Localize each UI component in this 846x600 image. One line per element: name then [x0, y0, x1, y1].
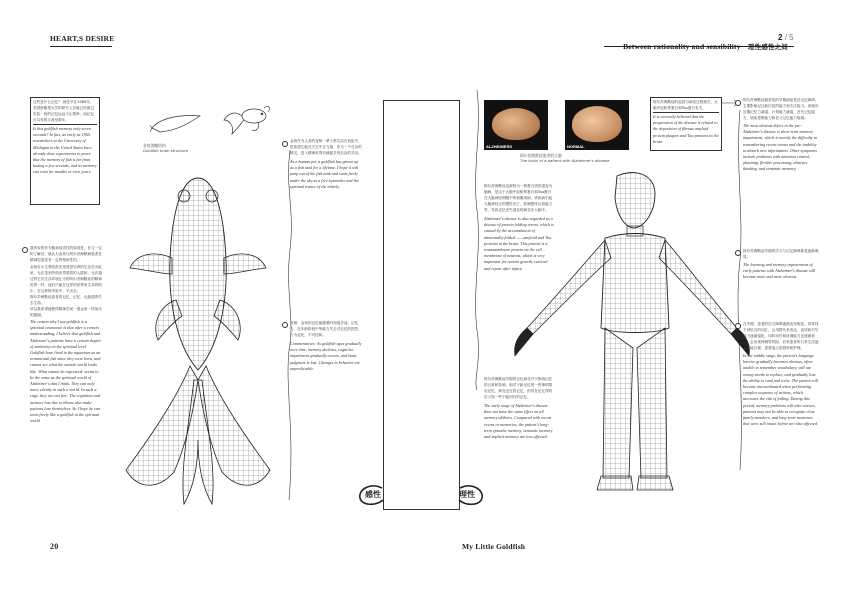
header-title-en: Between rationality and sensibility	[623, 42, 741, 51]
col1-p3-zh: 金鱼在水生观赏鱼类里面是培养的生活在水缸里，无法见到外面世界看着的人群和，无法通过的它们生存环境让为的阿尔茨海默症的精神世界一样，他们只能在这样的世界里生存的阿尔，在这种阿甲里中，不出去。	[30, 265, 102, 293]
footer-page-number: 20	[50, 542, 59, 551]
col4-p3-en: In the middle stage, the patient's language barrier gradually becomes obvious, often unable to remember vocabulary, will use wrong words to replace, and gradually lose the ability to read and write. The patient will become uncoordinated when performing complex sequence of actions, which increases the risk of falling. During this period, memory problems will also worsen, patients may not be able to recognize close family members, and long-term memories that were still intact before are also affected.	[743, 353, 819, 427]
col4-p1-en: The most obvious defect in the pre-Alzheimer's disease is short-term memory impairment, which is mainly the difficulty in remembering recent events and the inability to absorb new information. Other symptoms include problems with attention control, planning, flexible processing, abstract thinking, and semantic memory.	[743, 123, 818, 172]
leaf-fish-sketch	[150, 112, 202, 136]
col2-block2	[290, 320, 362, 372]
page-total: 5	[789, 33, 794, 42]
page-indicator	[778, 33, 794, 42]
wavy-connector-line	[283, 150, 297, 500]
cause-box-zh: 阿尔茨海默症的起因与病变过程相关，大脑中淀粉样蛋白和Tau蛋白有关。	[653, 99, 719, 113]
fish-label-zh: 金鱼的鳃结构	[143, 143, 166, 148]
fish-label-en: Goldfish brain structure	[143, 148, 189, 153]
col1-body	[30, 245, 102, 424]
col3-p1-en: Alzheimer's disease is also regarded as a disease of protein folding errors, which is caused by the accumulation of abnormally folded ——amyloid and Tau proteins in the brain. This protein is a transmembrane protein on the cell membrane of neurons, which is very important for neuron growth, survival and repair after injury.	[484, 216, 554, 271]
intro-box-zh: 这些是什么记忆？ 就在早在1965年，美国密歇根大学的研究人员就已经做过实验：鱼的记忆远远不止数秒，而记忆可以有数月甚至数年。	[33, 99, 97, 125]
intro-box-en: Is this goldfish memory only seven seconds? In fact, as early as 1965, researchers at the University of Michigan in the United States have already done experiments to prove that the memory of fish is far from lasting a few seconds, and its memory can exist for months or even years.	[33, 126, 97, 175]
brain-caption-zh: 阿尔茨海默症患者的大脑	[520, 153, 562, 158]
magazine-section-title: HEART,S DESIRE	[50, 34, 115, 43]
header-right	[623, 34, 788, 53]
col4-p2-zh: 阿尔茨海默症早期的学习与记忆障碍都是逐渐明显。	[743, 249, 819, 259]
col3-p2-zh: 阿尔茨海默症早期的记忆病变并不影响记忆的日常和影响，相对于新记忆的一些事情情况记忆，病变也在将记忆，但仍在记忆得的语义如一些不能回归的记忆。	[484, 377, 553, 399]
center-gutter-panel	[383, 100, 460, 510]
bullet-dot	[22, 247, 28, 253]
footer-magazine-name: My Little Goldfish	[462, 542, 526, 551]
header-rule-left	[50, 46, 112, 47]
col3-p2-en: The early stage of Alzheimer's disease does not have the same effect on all memory abilities. Compared with recent events or memories, the patient's long-term episodic memory, semantic memory and implicit memory are less affected.	[484, 403, 553, 440]
col4-block2	[743, 248, 819, 281]
cause-box-en: It is currently believed that the progression of the disease is related to the deposition of fibrous amyloid protein plaques and Tau proteins in the brain.	[653, 114, 719, 144]
col1-en-body: The reason why I say goldfish is a spiritual resonance is that after a certain understanding, I believe that goldfish and Alzheimer's patients have a certain degree of similarity on the spiritual level. Goldfish have lived in the aquarium as an ornamental fish since they were born, and cannot see what the outside world looks like. What cannot be expressed: seems to be the same as the spiritual world of Alzheimer's that I think. They can only move silently in such a world. In such a cage, they are not free. The cognition and memory lost due to illness also make patients lose themselves. So I hope he can seem freely like a goldfish in the spiritual world	[30, 319, 102, 424]
wavy-connector-line	[470, 90, 484, 390]
bullet-dot	[735, 323, 741, 329]
col2-p2-zh: 对照：金鱼的记忆能随着时间退步而，记忆力，在年龄阶段中等能力失去对记忆的把控，行为变化，不可控和。	[290, 321, 362, 337]
bullet-dot	[735, 100, 741, 106]
header-title-zh: 理性感性之间	[747, 43, 788, 51]
brain-label-normal: NORMAL	[567, 144, 585, 149]
col4-block3	[743, 321, 819, 427]
brain-caption	[520, 153, 620, 163]
brain-shape	[572, 106, 622, 142]
col3-p1-zh: 阿尔茨海默症也被称为一种蛋白质的退变为脑病，是由于大脑中淀粉样蛋白和Tau蛋白在大脑神经细胞中的积累成病，该疾病引起大脑神经元的慢性死亡，影响整体认知能力等，导致记忆丧失退化的病变在大脑中。	[484, 184, 553, 212]
col1-p2-zh: 我所说的作为精神同类性的原因是，在与一定的了解后，就认为金鱼与阿尔茨海默病患者在精神层面是有一定的相似性的。	[30, 246, 102, 262]
brain-photo-normal	[565, 100, 629, 150]
goldfish-sketch	[222, 104, 274, 138]
col4-block1	[743, 97, 819, 173]
center-circle-caption	[356, 484, 488, 506]
col2-p2-en: Commentaries: As goldfish ages gradually over time, memory declines, cognitive impairment gradually occurs, and basic judgment is lost. Changes in behavior are unpredictable.	[290, 341, 362, 371]
col4-p3-zh: 在中期，患者的语言障碍逐渐变得明显。常常找不到恰当的词汇，会用替代来表达，说话和书写能力逐渐退化，同时动作和协调能力也逐渐衰退，会出现摔倒等风险，后来患者的日常生活逐渐不能自理，需要他人的照料和护理。	[743, 322, 819, 350]
bullet-dot	[282, 141, 288, 147]
col2-block1	[290, 138, 362, 190]
elderly-person-wireframe-illustration	[505, 168, 760, 498]
fish-structure-label	[143, 143, 213, 153]
page-current: 2	[778, 33, 783, 42]
col2-p1-zh: 金鱼作为人类的宠物一辈子都生活在鱼缸中，很希望它能在天空中去飞翔，作为一个自由的精灵，进入精神世界后就能享受自由的灵动。	[290, 139, 362, 155]
col4-p2-en: The learning and memory impairments of early patients with Alzheimer's disease will become more and more obvious.	[743, 262, 816, 280]
brain-caption-en: The brain of a patient with Alzheimer's disease	[520, 158, 610, 163]
intro-box	[30, 97, 100, 205]
col1-p4-zh: 阿尔茨海默症患者的记忆、记忆、也能透着失去生命。	[30, 295, 102, 305]
col4-p1-zh: 阿尔茨海默症最常见的早期病症是近记忆障碍，主要影响记住新信息的能力和专注能力。表现出近期记忆力减退，计划能力减退，丧失记忆能力，抽象思维能力和语义记忆能力衰减。	[743, 98, 819, 120]
bullet-dot	[735, 250, 741, 256]
col2-p1-en: As a human pet, a goldfish has grown up as a fish tank for a lifetime. I hope it will jump out of the fish tank and swim freely under the sky as a free bystander and the spiritual trance of the elderly.	[290, 159, 359, 189]
brain-photo-alzheimers	[484, 100, 548, 150]
cause-box	[650, 97, 722, 151]
page-separator: /	[784, 33, 787, 42]
header-rule-right	[604, 46, 794, 47]
circle-text-emotion: 感性	[365, 490, 381, 499]
circle-text-reason: 理性	[459, 490, 475, 499]
goldfish-wireframe-illustration	[118, 170, 278, 510]
brain-shape	[492, 108, 540, 140]
brain-label-alzheimers: ALZHEIMERS	[486, 144, 512, 149]
col1-p5-zh: 所以我希望能使得精神空间一展金鱼一样治乐的感谢。	[30, 307, 102, 317]
